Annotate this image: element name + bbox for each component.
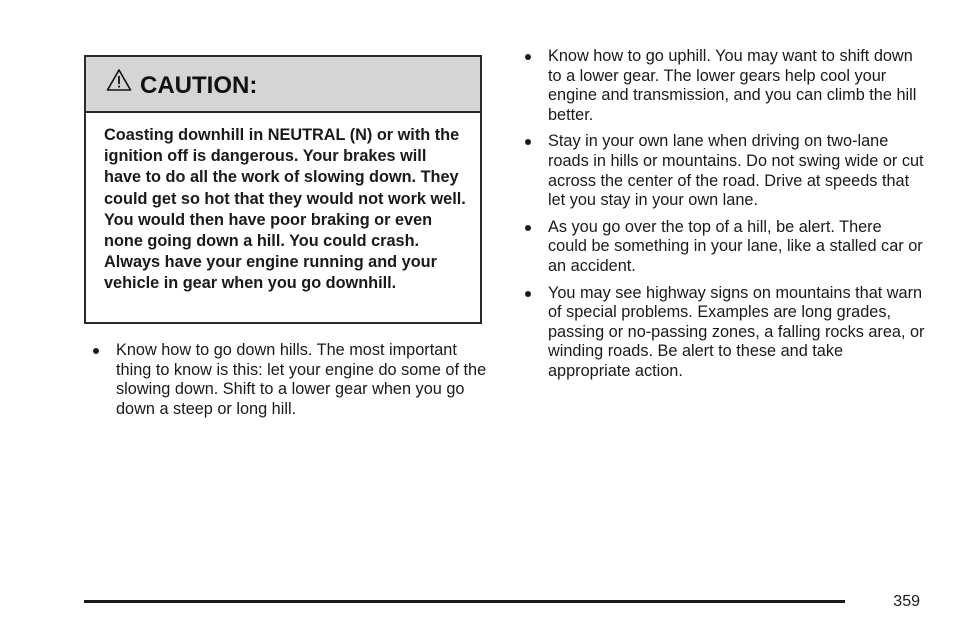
list-item-text: Know how to go uphill. You may want to shift down to a lower gear. The lower gears help cool your engine and transmission, and you can climb the hill better. bbox=[548, 47, 917, 124]
list-item-text: Know how to go down hills. The most important thing to know is this: let your engine do some of the slowing down. Shift to a lower gear when you go down a steep or long hill. bbox=[116, 341, 487, 418]
list-item bbox=[525, 132, 925, 210]
list-item bbox=[525, 218, 925, 277]
footer-rule bbox=[84, 600, 845, 603]
bullet-icon bbox=[93, 348, 99, 354]
page-number: 359 bbox=[893, 593, 920, 610]
caution-header bbox=[86, 57, 480, 113]
list-item bbox=[93, 341, 489, 419]
bullet-icon bbox=[525, 225, 531, 231]
bullet-icon bbox=[525, 139, 531, 145]
caution-text: Coasting downhill in NEUTRAL (N) or with the ignition off is dangerous. Your brakes will have to do all the work of slowing down. They could get so hot that they would not work well. You would then have poor braking or even none going down a hill. You could crash. Always have your engine running and your vehicle in gear when you go downhill. bbox=[104, 126, 466, 293]
left-bullet-list bbox=[93, 341, 489, 426]
caution-box bbox=[84, 55, 482, 324]
right-bullet-list bbox=[525, 47, 925, 389]
list-item-text: You may see highway signs on mountains that warn of special problems. Examples are long grades, passing or no-passing zones, a falling rocks area, or winding roads. Be alert to these and take appropriate action. bbox=[548, 283, 925, 380]
list-item-text: As you go over the top of a hill, be alert. There could be something in your lane, like a stalled car or an accident. bbox=[548, 217, 923, 275]
caution-title: CAUTION: bbox=[140, 72, 258, 99]
warning-triangle-icon bbox=[106, 68, 132, 92]
list-item bbox=[525, 47, 925, 125]
list-item-text: Stay in your own lane when driving on two-lane roads in hills or mountains. Do not swing wide or cut across the center of the road. Drive at speeds that let you stay in your own lane. bbox=[548, 132, 924, 210]
bullet-icon bbox=[525, 291, 531, 297]
bullet-icon bbox=[525, 54, 531, 60]
list-item bbox=[525, 284, 925, 382]
